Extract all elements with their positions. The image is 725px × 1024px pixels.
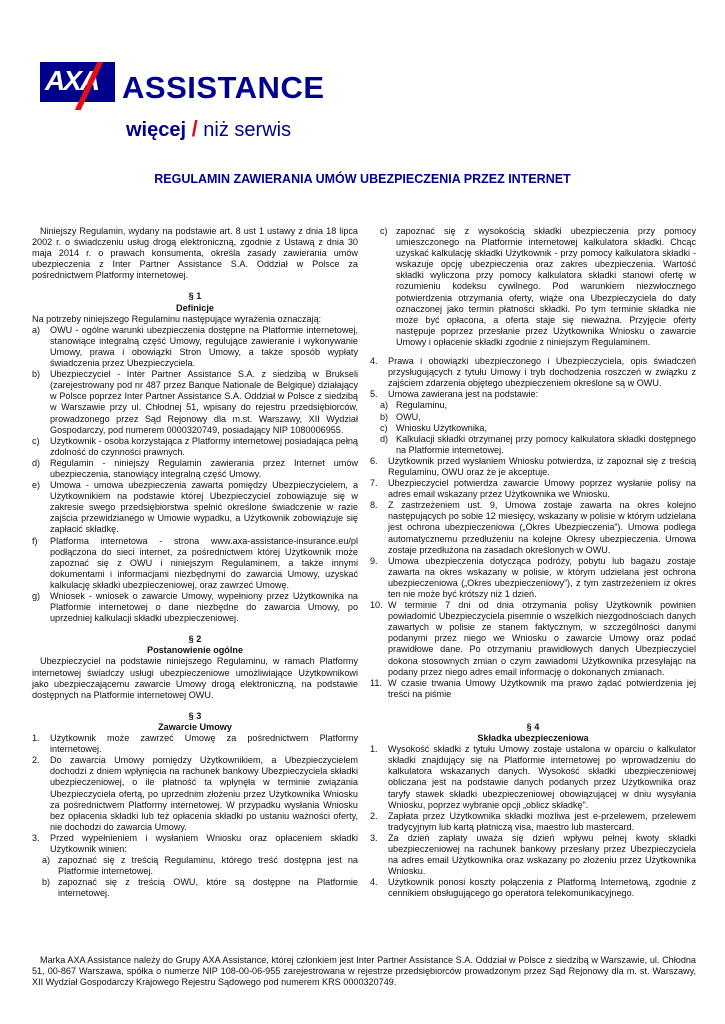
- list-text: Użytkownik ponosi koszty połączenia z Platformą Internetową, zgodnie z cennikiem obsługującego go operatora telekomunikacyjnego.: [388, 877, 696, 899]
- list-text: zapoznać się z treścią Regulaminu, którego treść dostępna jest na Platformie internetowej.: [58, 855, 358, 877]
- list-text: Wniosek - wniosek o zawarcie Umowy, wypełniony przez Użytkownika na Platformie internetowej o dane niezbędne do zawarcia Umowy, po uprzedniej kalkulacji składki ubezpieczeniowej.: [50, 591, 358, 624]
- list-item: [32, 325, 358, 369]
- list-text: Umowa - umowa ubezpieczenia zawarta pomiędzy Ubezpieczycielem, a Użytkownikiem na podstawie której Ubezpieczyciel zobowiązuje się w zakresie swego przedsiębiorstwa spełnić określone świadczenie w razie zajścia przewidzianego w Umowie wypadku, a Użytkownik zobowiązuje się zapłacić składkę.: [50, 480, 358, 535]
- section-1-heading: Definicje: [176, 302, 214, 313]
- list-text: W terminie 7 dni od dnia otrzymania polisy Użytkownik powinien powiadomić Ubezpieczyciela pisemnie o wszelkich niezgodnościach danych zawartych w polisie ze stanem faktycznym, w szczególności danymi podanymi przez niego we Wniosku o zawarcie Umowy oraz podać prawidłowe dane. Po otrzymaniu prawidłowych danych Ubezpieczyciel dokona stosownych zmian o czym zawiadomi Użytkownika przesyłając na podany przez niego adres email informację o dokonanych zmianach.: [388, 600, 696, 677]
- section-3-list-right-cont: [370, 456, 696, 700]
- list-item: [32, 369, 358, 436]
- section-3-list-right: [370, 356, 696, 400]
- list-marker: b): [380, 411, 389, 422]
- list-text: Regulamin - niniejszy Regulamin zawierania przez Internet umów ubezpieczenia, stanowiący integralną część Umowy.: [50, 457, 358, 479]
- section-3-sublist-right: [370, 226, 696, 348]
- right-column: [370, 226, 696, 899]
- section-3-sublist-left: [32, 855, 358, 899]
- list-text: Platforma internetowa - strona www.axa-assistance-insurance.eu/pl podłączona do sieci internet, za pośrednictwem której Użytkownik może zapoznać się z OWU i niniejszym Regulaminem, a także innymi dokumentami i informacjami niezbędnymi do zawarcia Umowy, uzyskać kalkulację składki ubezpieczeniowej, oraz zawrzeć Umowę.: [50, 535, 358, 590]
- list-item: [370, 400, 696, 411]
- list-item: [370, 356, 696, 389]
- list-item: [32, 733, 358, 755]
- list-text: Za dzień zapłaty uważa się dzień wpływu pełnej kwoty składki ubezpieczeniowej na rachunek bankowy przesłany przez Ubezpieczyciela na adres email Użytkownika oraz wskazany po złożeniu przez Użytkownika Wniosku.: [388, 832, 696, 877]
- list-item: [370, 456, 696, 478]
- list-marker: b): [42, 877, 51, 888]
- section-2-number: § 2: [188, 634, 202, 645]
- section-3-heading: Zawarcie Umowy: [158, 721, 232, 732]
- list-text: Umowa zawierana jest na podstawie:: [388, 389, 539, 400]
- section-1-number: § 1: [188, 291, 202, 302]
- list-text: Wniosku Użytkownika,: [396, 422, 487, 433]
- list-text: Użytkownik przed wysłaniem Wniosku potwierdza, iż zapoznał się z treścią Regulaminu, OWU oraz że je akceptuje.: [388, 455, 696, 477]
- list-text: Zapłata przez Użytkownika składki możliwa jest e-przelewem, przelewem tradycyjnym lub kartą płatniczą visa, maestro lub mastercard.: [388, 810, 696, 832]
- list-marker: d): [32, 457, 41, 468]
- list-marker: 8.: [370, 500, 378, 511]
- list-text: zapoznać się z wysokością składki ubezpieczenia przy pomocy umieszczonego na Platformie internetowej kalkulatora składki. Chcąc uzyskać kalkulację składki Użytkownik - przy pomocy kalkulatora składki - wskazuje opcję ubezpieczenia oraz zakres ubezpieczenia. Wartość składki wyliczona przy pomocy kalkulatora składki stanowi ofertę w rozumieniu kodeksu cywilnego. Pod warunkiem niezwłocznego potwierdzenia otrzymania oferty, wiąże ona Ubezpieczyciela do daty oznaczonej jako termin płatności składki. Po tym terminie składka nie może być opłacona, a oferta staje się nieważna. Przyjęcie oferty następuje poprzez przesłanie przez Użytkownika Wniosku o zawarcie Umowy i opłacenie składki zgodnie z niniejszym Regulaminem.: [396, 226, 696, 347]
- list-marker: 9.: [370, 555, 378, 566]
- list-marker: e): [32, 480, 41, 491]
- list-text: Kalkulacji składki otrzymanej przy pomocy kalkulatora składki dostępnego na Platformie internetowej.: [396, 433, 696, 455]
- list-item: [32, 755, 358, 833]
- list-item: [32, 591, 358, 624]
- section-4-heading: Składka ubezpieczeniowa: [477, 733, 589, 744]
- list-text: Do zawarcia Umowy pomiędzy Użytkownikiem, a Ubezpieczycielem dochodzi z dniem wpłynięcia na rachunek bankowy Ubezpieczyciela składki ubezpieczeniowej, o ile płatność ta wpłynęła w terminie związania Ubezpieczyciela ofertą, po uprzednim złożeniu przez Użytkownika Wniosku za pośrednictwem Platformy internetowej. W przypadku wysłania Wniosku bez opłacenia składki lub też opłacenia składki po ustaniu ważności oferty, nie dochodzi do zawarcia Umowy.: [50, 755, 358, 832]
- list-item: [32, 855, 358, 877]
- definitions-list: [32, 325, 358, 625]
- list-item: [370, 478, 696, 500]
- list-marker: c): [380, 422, 388, 433]
- list-item: [370, 389, 696, 400]
- list-marker: c): [32, 435, 40, 446]
- list-marker: 2.: [32, 755, 40, 766]
- list-item: [32, 458, 358, 480]
- list-item: [370, 556, 696, 600]
- list-marker: c): [380, 226, 388, 236]
- section-3-list-left: [32, 733, 358, 855]
- list-text: W czasie trwania Umowy Użytkownik ma prawo żądać potwierdzenia jej treści na piśmie: [388, 677, 696, 699]
- list-marker: 2.: [370, 810, 378, 821]
- logo-name: ASSISTANCE: [122, 70, 325, 105]
- section-4-list: [370, 744, 696, 899]
- list-marker: 4.: [370, 356, 378, 367]
- list-marker: a): [42, 855, 51, 866]
- axa-assistance-logo: [40, 50, 340, 150]
- list-item: [370, 226, 696, 348]
- list-marker: 5.: [370, 389, 378, 400]
- list-item: [370, 500, 696, 555]
- list-item: [370, 678, 696, 700]
- list-marker: 4.: [370, 877, 378, 888]
- section-2-heading: Postanowienie ogólne: [147, 645, 243, 656]
- list-item: [32, 833, 358, 855]
- list-text: Użytkownik - osoba korzystająca z Platformy internetowej posiadająca pełną zdolność do czynności prawnych.: [50, 435, 358, 457]
- list-item: [370, 600, 696, 678]
- section-1-lead: Na potrzeby niniejszego Regulaminu następujące wyrażenia oznaczają:: [32, 313, 322, 324]
- document-title: REGULAMIN ZAWIERANIA UMÓW UBEZPIECZENIA PRZEZ INTERNET: [154, 172, 571, 186]
- list-text: zapoznać się z treścią OWU, które są dostępne na Platformie internetowej.: [58, 877, 358, 899]
- list-marker: 1.: [370, 744, 378, 755]
- section-3-number: § 3: [188, 710, 202, 721]
- list-item: [370, 412, 696, 423]
- list-marker: 1.: [32, 733, 40, 744]
- list-marker: d): [380, 433, 389, 444]
- list-text: Wysokość składki z tytułu Umowy zostaje ustalona w oparciu o kalkulator składki znajdujący się na Platformie internetowej po wprowadzeniu do kalkulatora wskazanych danych. Wysokość składki ubezpieczeniowej obliczana jest na podstawie danych podanych przez Użytkownika oraz taryfy stawek składki ubezpieczeniowej obowiązującej w dniu wysyłania Wniosku, poprzez wybranie opcji „oblicz składkę”.: [388, 744, 696, 810]
- list-text: Przed wypełnieniem i wysłaniem Wniosku oraz opłaceniem składki Użytkownik winien:: [50, 832, 358, 854]
- list-marker: 6.: [370, 455, 378, 466]
- list-text: Umowa ubezpieczenia dotycząca podróży, pobytu lub bagażu zostaje zawarta na okres wskazany w polisie, w którym udzielana jest ochrona ubezpieczeniowa („Okres ubezpieczeniowy”), z tym zastrzeżeniem iż okres ten nie może być krótszy niż 1 dzień.: [388, 555, 696, 599]
- list-item: [32, 536, 358, 591]
- list-text: OWU,: [396, 411, 421, 422]
- logo-tagline: więcej / niż serwis: [126, 116, 292, 141]
- list-text: Ubezpieczyciel - Inter Partner Assistance S.A. z siedzibą w Brukseli (zarejestrowany pod nr 487 przez Banque Nationale de Belgique) działający w Polsce poprzez Inter Partner Assistance S.A. Oddział w Polsce z siedzibą w Warszawie przy ul. Chłodnej 51, wpisany do rejestru przedsiębiorców, prowadzonego przez Sąd Rejonowy dla m.st. Warszawy, XII Wydział Gospodarczy, pod numerem 0000320749, posiadający NIP 1080006955.: [50, 369, 358, 435]
- list-marker: a): [32, 324, 41, 335]
- footer-legal-note: Marka AXA Assistance należy do Grupy AXA Assistance, której członkiem jest Inter Partner Assistance S.A. Oddział w Polsce z siedzibą w Warszawie, ul. Chłodna 51, 00-867 Warszawa, spółka o numerze NIP 108-00-06-955 zarejestrowana w rejestrze przedsiębiorców prowadzonym przez Sąd Rejonowy dla m. st. Warszawy, XII Wydział Gospodarczy Krajowego Rejestru Sądowego pod numerem KRS 0000320749.: [32, 955, 696, 988]
- list-item: [370, 877, 696, 899]
- list-marker: 11.: [370, 677, 382, 688]
- section-4-number: § 4: [526, 721, 540, 732]
- list-text: Prawa i obowiązki ubezpieczonego i Ubezpieczyciela, opis świadczeń przysługujących z tytułu Umowy i tryb dochodzenia roszczeń w związku z zajściem zdarzenia objętego ubezpieczeniem określone są w OWU.: [388, 356, 696, 389]
- list-item: [32, 877, 358, 899]
- list-item: [370, 744, 696, 811]
- list-text: Z zastrzeżeniem ust. 9, Umowa zostaje zawarta na okres kolejno następujących po sobie 12 miesięcy, wskazany w polisie w którym udzielana jest ochrona ubezpieczeniowa („Okres Ubezpieczenia”). Umowa podlega automatycznemu przedłużeniu na kolejne Okresy ubezpieczenia. Umowa zostaje przedłużona na zasadach określonych w OWU.: [388, 500, 696, 555]
- list-marker: b): [32, 369, 41, 380]
- list-marker: 10.: [370, 600, 383, 611]
- section-2-text: Ubezpieczyciel na podstawie niniejszego Regulaminu, w ramach Platformy internetowej świadczy usługi ubezpieczeniowe umożliwiające Użytkownikowi jako ubezpieczającemu zawarcie Umowy drogą elektroniczną, na podstawie dostępnych na Platformie internetowej OWU.: [32, 656, 358, 700]
- section-3-point-5-sublist: [370, 400, 696, 455]
- intro-paragraph: Niniejszy Regulamin, wydany na podstawie art. 8 ust 1 ustawy z dnia 18 lipca 2002 r. o świadczeniu usług drogą elektroniczną, zgodnie z Ustawą z dnia 30 maja 2014 r. o prawach konsumenta, określa zasady zawierania umów ubezpieczenia z Inter Partner Assistance S.A. Oddział w Polsce za pośrednictwem Platformy internetowej.: [32, 226, 358, 281]
- list-text: Użytkownik może zawrzeć Umowę za pośrednictwem Platformy internetowej.: [50, 733, 358, 755]
- list-marker: g): [32, 591, 41, 601]
- list-item: [370, 811, 696, 833]
- axa-logo-mark: AXA: [40, 62, 115, 102]
- list-item: [370, 423, 696, 434]
- list-item: [32, 480, 358, 535]
- list-marker: a): [380, 400, 389, 411]
- list-item: [370, 833, 696, 877]
- list-marker: f): [32, 535, 38, 546]
- list-text: OWU - ogólne warunki ubezpieczenia dostępne na Platformie internetowej, stanowiące integralną część Umowy, regulujące zawieranie i wykonywanie Umowy, prawa i obowiązki Stron Umowy, a także sposób wypłaty świadczenia przez Ubezpieczyciela.: [50, 324, 358, 369]
- list-item: [32, 436, 358, 458]
- list-marker: 7.: [370, 478, 378, 489]
- list-text: Ubezpieczyciel potwierdza zawarcie Umowy poprzez wysłanie polisy na adres email wskazany przez Użytkownika we Wniosku.: [388, 478, 696, 500]
- list-text: Regulaminu,: [396, 400, 448, 411]
- left-column: [32, 226, 358, 899]
- list-item: [370, 434, 696, 456]
- list-marker: 3.: [32, 832, 40, 843]
- list-marker: 3.: [370, 832, 378, 843]
